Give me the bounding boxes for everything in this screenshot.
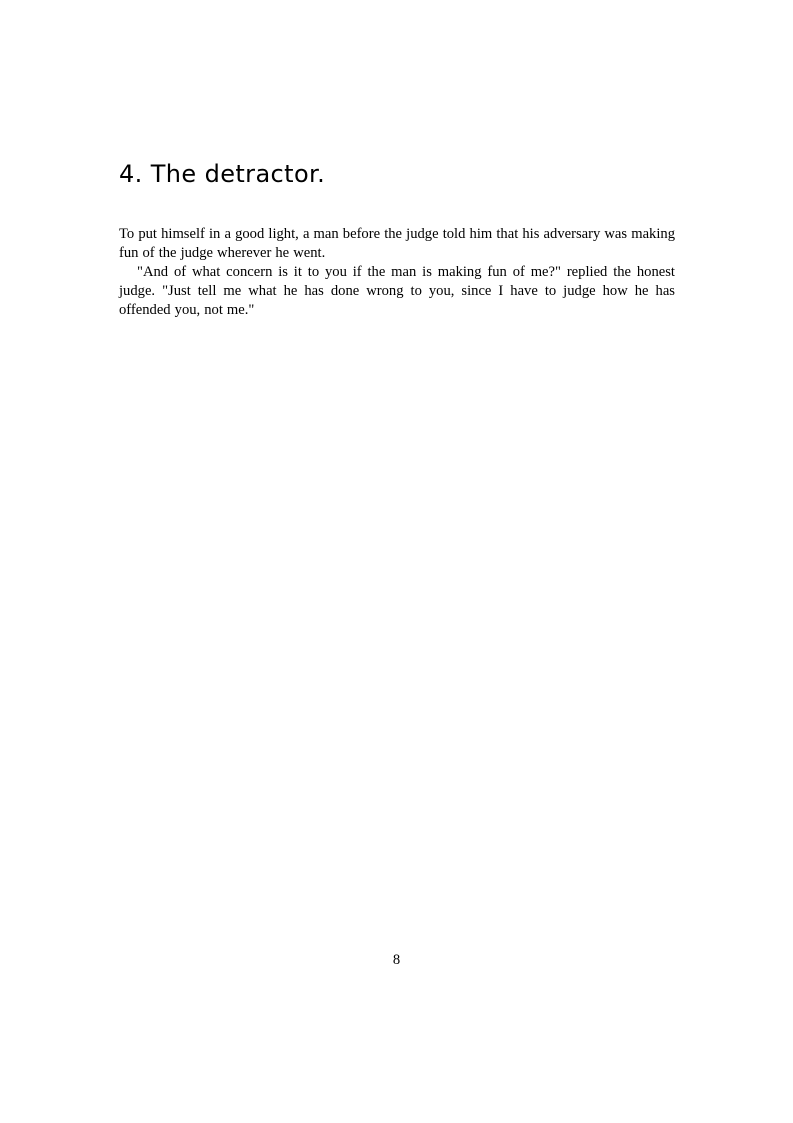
- section-heading: [119, 160, 675, 189]
- body-paragraph-2: "And of what concern is it to you if the man is making fun of me?" replied the honest judge. "Just tell me what he has done wrong to you, since I have to judge how he has offended you, not me.": [119, 263, 675, 318]
- body-paragraph-1: To put himself in a good light, a man before the judge told him that his adversary was making fun of the judge wherever he went.: [119, 225, 675, 261]
- section-number: 4.: [119, 160, 143, 188]
- section-title-text: The detractor.: [150, 160, 326, 188]
- page-content: [119, 160, 675, 320]
- page-number: 8: [392, 952, 401, 968]
